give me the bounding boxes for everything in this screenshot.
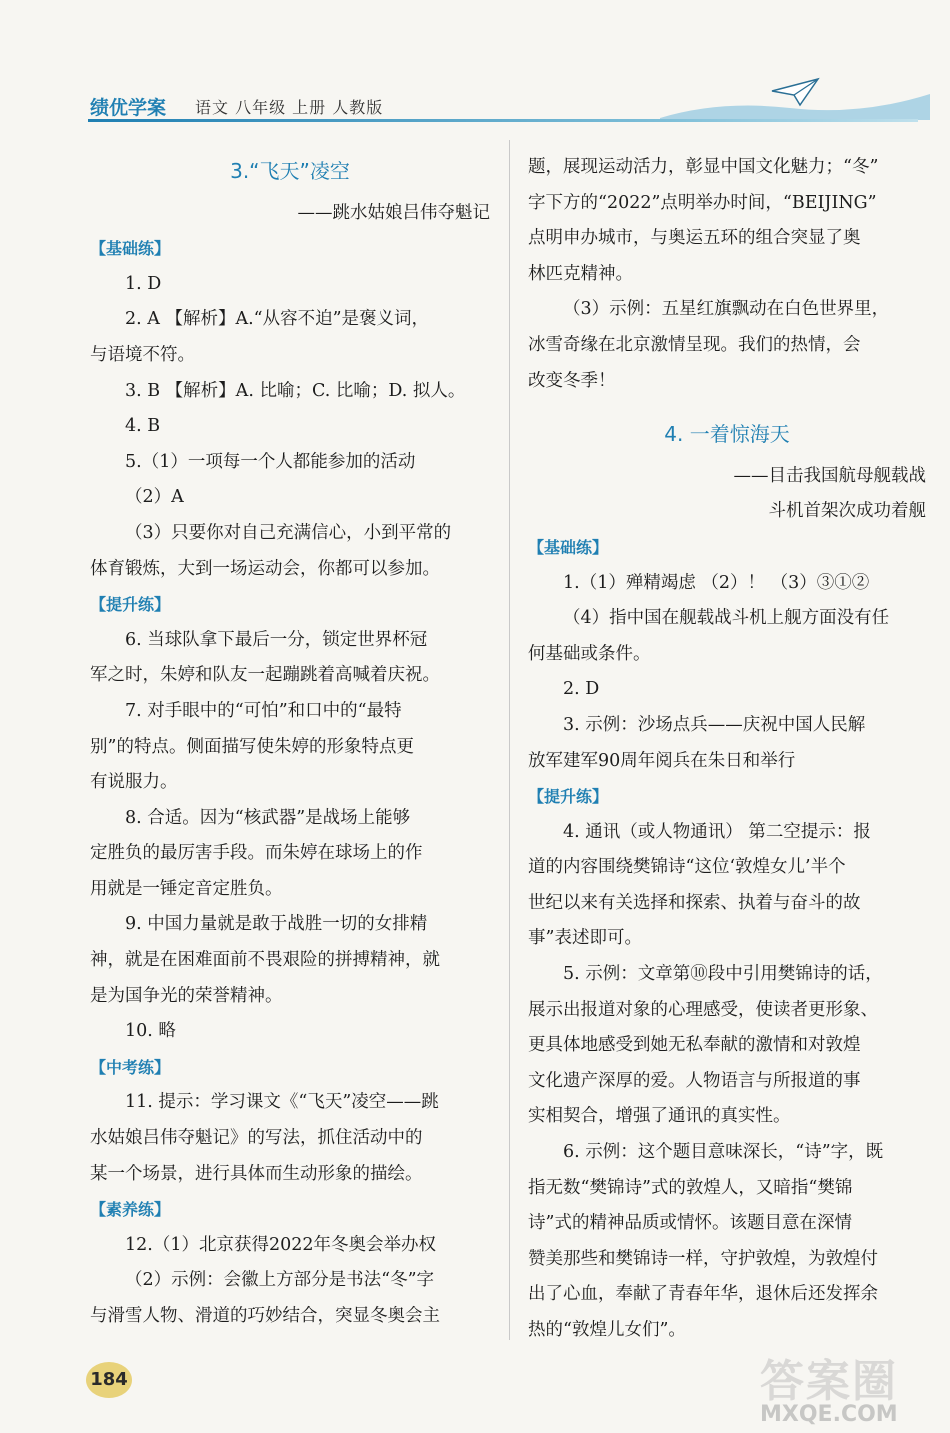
answer-line: 热的“敦煌儿女们”。 (528, 1320, 686, 1340)
watermark-logo: 答案圈 (760, 1356, 898, 1407)
answer-line: 与滑雪人物、滑道的巧妙结合，突显冬奥会主 (90, 1306, 440, 1326)
brand-logo: 绩优学案 (90, 97, 167, 119)
answer-line: 12.（1）北京获得2022年冬奥会举办权 (125, 1234, 436, 1255)
answer-line: 林匹克精神。 (528, 263, 633, 284)
answer-line: 5. 示例：文章第⑩段中引用樊锦诗的话， (563, 964, 883, 985)
answer-line: 1.（1）殚精竭虑 （2）！ （3）③①② (563, 572, 870, 593)
section-basic: 【基础练】 (90, 239, 171, 259)
answer-line: 4. B (125, 416, 161, 437)
answer-line: 出了心血，奉献了青春年华，退休后还发挥余 (528, 1284, 878, 1305)
answer-line: 军之时，朱婷和队友一起蹦跳着高喊着庆祝。 (90, 665, 440, 686)
answer-line: 2. A 【解析】A.“从容不迫”是褒义词， (125, 309, 430, 330)
answer-line: 更具体地感受到她无私奉献的激情和对敦煌 (528, 1035, 861, 1056)
watermark-url: MXQE.COM (760, 1402, 898, 1427)
section-advance: 【提升练】 (528, 787, 609, 807)
lesson-subtitle: ——跳水姑娘吕伟夺魁记 (297, 202, 490, 223)
answer-line: （2）示例：会徽上方部分是书法“冬”字 (125, 1270, 435, 1291)
answer-line: 世纪以来有关选择和探索、执着与奋斗的故 (528, 892, 861, 913)
answer-line: 道的内容围绕樊锦诗“这位‘敦煌女儿’半个 (528, 857, 846, 878)
lesson-title: 4. 一着惊海天 (664, 422, 790, 447)
answer-line: （4）指中国在舰载战斗机上舰方面没有任 (563, 608, 890, 629)
section-advance: 【提升练】 (90, 595, 171, 615)
column-divider (509, 140, 510, 1340)
answer-line: 某一个场景，进行具体而生动形象的描绘。 (90, 1163, 423, 1184)
answer-line: 神，就是在困难面前不畏艰险的拼搏精神，就 (90, 950, 440, 971)
header-rule (88, 119, 918, 122)
lesson-title: 3.“飞天”凌空 (230, 159, 350, 183)
answer-line: 9. 中国力量就是敢于战胜一切的女排精 (125, 914, 428, 935)
answer-line: 水姑娘吕伟夺魁记》的写法，抓住活动中的 (90, 1128, 423, 1149)
section-literacy: 【素养练】 (90, 1200, 171, 1220)
answer-line: 3. 示例：沙场点兵——庆祝中国人民解 (563, 714, 866, 735)
answer-line: 别”的特点。侧面描写使朱婷的形象特点更 (90, 736, 414, 757)
answer-line: 放军建军90周年阅兵在朱日和举行 (528, 750, 796, 771)
answer-line: 4. 通讯（或人物通讯） 第二空提示：报 (563, 821, 871, 842)
left-column (90, 150, 490, 1335)
page-header (0, 75, 950, 135)
lesson-subtitle: ——目击我国航母舰载战 (733, 465, 926, 486)
paper-plane-icon (770, 77, 820, 107)
answer-line: 诗”式的精神品质或情怀。该题目意在深情 (528, 1213, 852, 1234)
book-subtitle: 语文 八年级 上册 人教版 (195, 98, 384, 117)
answer-line: 展示出报道对象的心理感受，使读者更形象、 (528, 999, 878, 1020)
answer-line: 何基础或条件。 (528, 643, 651, 664)
answer-line: 2. D (563, 679, 600, 700)
answer-line: 改变冬季！ (528, 370, 616, 391)
answer-line: 7. 对手眼中的“可怕”和口中的“最特 (125, 700, 402, 721)
answer-line: 10. 略 (125, 1021, 176, 1042)
answer-line: 11. 提示：学习课文《“飞天”凌空——跳 (125, 1092, 439, 1113)
answer-line: 与语境不符。 (90, 344, 195, 365)
section-basic: 【基础练】 (528, 537, 609, 557)
answer-line: 5.（1）一项每一个人都能参加的活动 (125, 451, 416, 472)
section-exam: 【中考练】 (90, 1057, 171, 1077)
answer-line: 字下方的“2022”点明举办时间，“BEIJING” (528, 192, 877, 213)
answer-line: 是为国争光的荣誉精神。 (90, 985, 283, 1006)
answer-line: （2）A (125, 487, 184, 508)
answer-line: 8. 合适。因为“核武器”是战场上能够 (125, 807, 411, 828)
answer-line: 1. D (125, 273, 162, 294)
answer-line: 冰雪奇缘在北京激情呈现。我们的热情，会 (528, 334, 861, 355)
answer-line: 6. 当球队拿下最后一分，锁定世界杯冠 (125, 629, 428, 650)
answer-line: 指无数“樊锦诗”式的敦煌人，又暗指“樊锦 (528, 1177, 853, 1198)
answer-line: 点明申办城市，与奥运五环的组合突显了奥 (528, 228, 861, 249)
answer-line: 赞美那些和樊锦诗一样，守护敦煌，为敦煌付 (528, 1248, 878, 1269)
answer-line: （3）只要你对自己充满信心，小到平常的 (125, 522, 452, 543)
page-number: 184 (86, 1362, 132, 1398)
answer-line: 实相契合，增强了通讯的真实性。 (528, 1106, 791, 1127)
answer-line: （3）示例：五星红旗飘动在白色世界里， (563, 299, 890, 320)
answer-line: 定胜负的最厉害手段。而朱婷在球场上的作 (90, 843, 423, 864)
answer-line: 体育锻炼，大到一场运动会，你都可以参加。 (90, 558, 440, 579)
answer-line: 6. 示例：这个题目意味深长，“诗”字，既 (563, 1142, 884, 1163)
answer-line: 文化遗产深厚的爱。人物语言与所报道的事 (528, 1070, 861, 1091)
answer-line: 事”表述即可。 (528, 928, 642, 949)
answer-line: 3. B 【解析】A. 比喻；C. 比喻；D. 拟人。 (125, 380, 466, 401)
right-column (528, 150, 926, 1349)
lesson-subtitle: 斗机首架次成功着舰 (768, 501, 926, 522)
answer-line: 用就是一锤定音定胜负。 (90, 878, 283, 899)
answer-line: 有说服力。 (90, 772, 178, 793)
answer-line: 题，展现运动活力，彰显中国文化魅力；“冬” (528, 157, 879, 177)
